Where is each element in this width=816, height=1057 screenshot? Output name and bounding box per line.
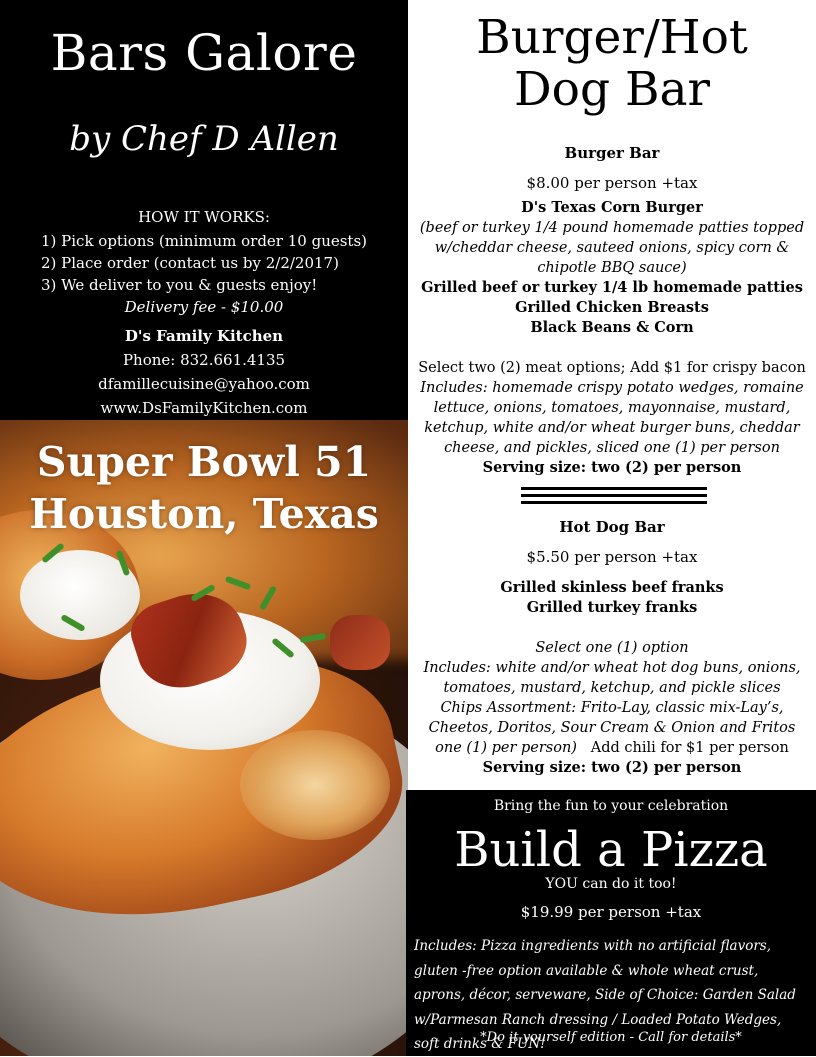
how-it-works — [0, 206, 408, 318]
business-phone[interactable]: Phone: 832.661.4135 — [122, 351, 286, 369]
how-it-works-steps — [41, 230, 367, 296]
burger-bar-heading: Burger Bar — [564, 144, 660, 162]
how-it-works-heading: HOW IT WORKS: — [138, 208, 270, 226]
pizza-tagline: Bring the fun to your celebration — [493, 798, 729, 814]
burger-bar-menu — [414, 198, 810, 338]
chili-addon: Add chili for $1 per person — [590, 740, 789, 756]
burger-serving-size: Serving size: two (2) per person — [482, 459, 742, 476]
burger-option: Grilled Chicken Breasts — [515, 299, 709, 316]
pizza-subtitle: YOU can do it too! — [545, 876, 677, 892]
hotdog-select-note: Select one (1) option — [535, 640, 689, 656]
photo-caption — [0, 436, 408, 540]
special-burger-name: D's Texas Corn Burger — [521, 199, 703, 216]
hotdog-serving-size: Serving size: two (2) per person — [482, 759, 742, 776]
burger-bar-price: $8.00 per person +tax — [526, 174, 698, 192]
pizza-note: *Do it yourself edition - Call for details* — [480, 1030, 742, 1045]
section-title: Burger/Hot Dog Bar — [476, 10, 748, 117]
business-name: D's Family Kitchen — [124, 327, 284, 345]
hotdog-option: Grilled turkey franks — [526, 599, 698, 616]
info-panel — [0, 0, 408, 420]
business-website[interactable]: www.DsFamilyKitchen.com — [100, 399, 308, 417]
hotdog-option: Grilled skinless beef franks — [500, 579, 724, 596]
hotdog-bar-price: $5.50 per person +tax — [526, 548, 698, 566]
step-item: 3) We deliver to you & guests enjoy! — [40, 276, 318, 294]
chef-byline: by Chef D Allen — [69, 119, 339, 159]
pizza-includes: Includes: Pizza ingredients with no artificial flavors, gluten -free option available & whole wheat crust, aprons, décor, serveware, Side of Choice: Garden Salad w/Parmesan Ranch dressing / Loaded Potato Wedges, soft drinks & FUN! — [414, 938, 796, 1052]
burger-bar-details — [414, 358, 810, 478]
burger-option: Black Beans & Corn — [530, 319, 694, 336]
business-email[interactable]: dfamillecuisine@yahoo.com — [98, 375, 310, 393]
caption-line-2: Houston, Texas — [29, 490, 379, 538]
caption-line-1: Super Bowl 51 — [36, 438, 372, 486]
pizza-title: Build a Pizza — [454, 822, 768, 878]
hotdog-details — [414, 638, 810, 778]
hotdog-includes: Includes: white and/or wheat hot dog buns, onions, tomatoes, mustard, ketchup, and pickle slices — [423, 660, 801, 696]
flyer-title: Bars Galore — [50, 24, 358, 82]
burger-hotdog-section — [408, 0, 816, 790]
step-item: 2) Place order (contact us by 2/2/2017) — [40, 254, 339, 272]
pizza-price: $19.99 per person +tax — [520, 903, 702, 921]
hotdog-options — [414, 578, 810, 618]
step-item: 1) Pick options (minimum order 10 guests) — [40, 232, 368, 250]
special-burger-desc: (beef or turkey 1/4 pound homemade patties topped w/cheddar cheese, sauteed onions, spicy corn & chipotle BBQ sauce) — [419, 220, 805, 276]
burger-option: Grilled beef or turkey 1/4 lb homemade patties — [421, 279, 803, 296]
burger-select-note: Select two (2) meat options; Add $1 for crispy bacon — [418, 360, 806, 376]
build-a-pizza-panel — [406, 790, 816, 1056]
chips-assortment: Chips Assortment: Frito-Lay, classic mix-Lay’s, Cheetos, Doritos, Sour Cream & Onion and Fritos one (1) per person) Add chili for $1 per person — [428, 700, 796, 756]
business-contact — [0, 324, 408, 420]
hotdog-bar-heading: Hot Dog Bar — [559, 518, 665, 536]
potato-wedges-photo — [0, 420, 408, 1056]
delivery-fee: Delivery fee - $10.00 — [124, 298, 284, 316]
burger-includes: Includes: homemade crispy potato wedges, romaine lettuce, onions, tomatoes, mayonnaise, mustard, ketchup, white and/or wheat burger buns, cheddar cheese, and pickles, sliced one (1) per person — [420, 380, 804, 456]
